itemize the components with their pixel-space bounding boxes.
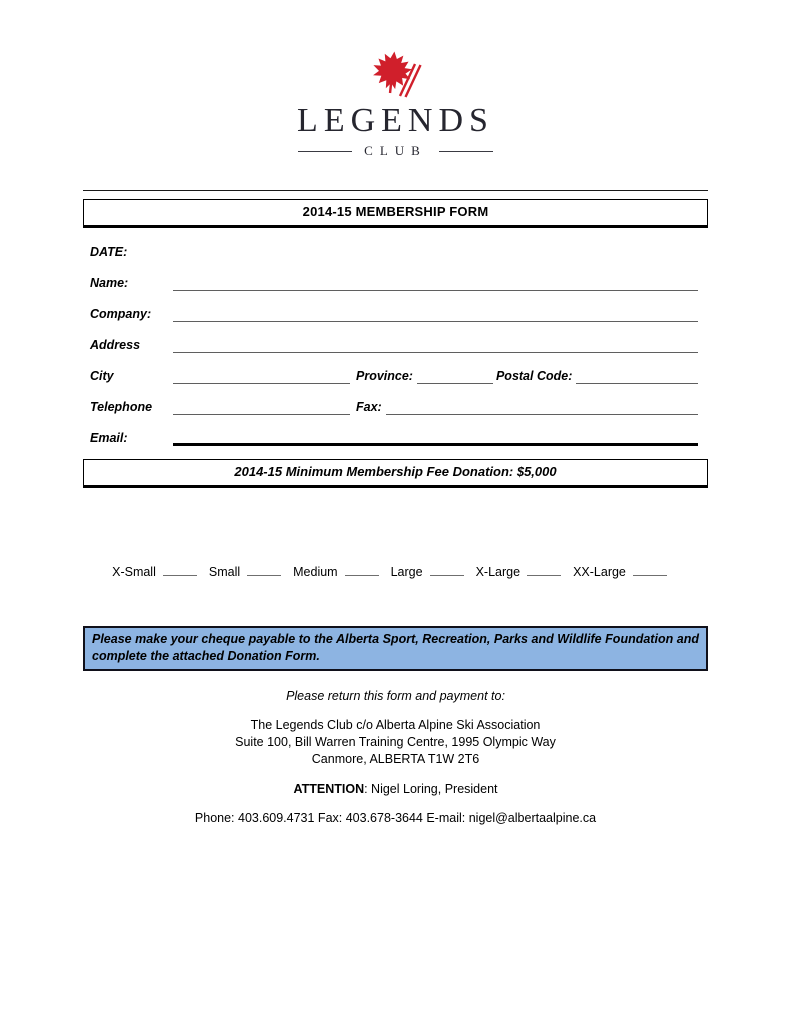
size-label: Large: [390, 565, 423, 579]
size-label: Medium: [293, 565, 338, 579]
company-field-line: [173, 308, 698, 322]
date-row: [83, 242, 708, 260]
email-label: Email:: [90, 431, 128, 445]
shirt-size-row: [0, 564, 791, 579]
cheque-notice-text: Please make your cheque payable to the Alberta Sport, Recreation, Parks and Wildlife Foundation and complete the attached Donation Form.: [92, 632, 699, 663]
return-address-line3: Canmore, ALBERTA T1W 2T6: [311, 752, 480, 766]
size-option: [209, 564, 293, 579]
brand-name: LEGENDS: [297, 102, 494, 139]
left-rule: [298, 151, 352, 152]
cheque-notice-box: [83, 626, 708, 671]
address-field-line: [173, 339, 698, 353]
brand-subtitle-row: [0, 143, 791, 159]
size-option: [293, 564, 390, 579]
size-blank-line: [527, 564, 561, 576]
email-row: [83, 428, 708, 446]
telephone-field-line: [173, 401, 350, 415]
form-title-bar: [83, 199, 708, 228]
maple-leaf-icon: [0, 50, 791, 102]
size-option: [476, 564, 573, 579]
city-field-line: [173, 370, 350, 384]
brand-subtitle: CLUB: [364, 143, 427, 158]
return-address-line1: The Legends Club c/o Alberta Alpine Ski Association: [250, 718, 541, 732]
address-label: Address: [90, 338, 141, 352]
size-blank-line: [633, 564, 667, 576]
size-blank-line: [247, 564, 281, 576]
right-rule: [439, 151, 493, 152]
date-label: DATE:: [90, 245, 128, 259]
fax-field-line: [386, 401, 698, 415]
size-label: X-Small: [112, 565, 156, 579]
name-field-line: [173, 277, 698, 291]
size-option: [391, 564, 476, 579]
attention-label: ATTENTION: [293, 782, 365, 796]
return-address-block: [0, 717, 791, 768]
size-label: X-Large: [475, 565, 521, 579]
address-row: [83, 335, 708, 353]
return-address-line2: Suite 100, Bill Warren Training Centre, 1995 Olympic Way: [235, 735, 556, 749]
postal-code-label: Postal Code:: [495, 369, 573, 383]
company-row: [83, 304, 708, 322]
city-row: [83, 366, 708, 384]
name-row: [83, 273, 708, 291]
legends-club-logo: [0, 0, 791, 159]
size-option: [573, 564, 679, 579]
size-label: Small: [208, 565, 241, 579]
telephone-label: Telephone: [90, 400, 153, 414]
size-blank-line: [345, 564, 379, 576]
attention-name: : Nigel Loring, President: [364, 782, 498, 796]
telephone-row: [83, 397, 708, 415]
size-option: [112, 564, 209, 579]
company-label: Company:: [90, 307, 152, 321]
province-label: Province:: [356, 369, 413, 383]
city-label: City: [90, 369, 114, 383]
fee-bar: [83, 459, 708, 488]
size-blank-line: [430, 564, 464, 576]
form-title: 2014-15 MEMBERSHIP FORM: [302, 204, 489, 219]
fee-text: 2014-15 Minimum Membership Fee Donation: $5,000: [234, 464, 557, 479]
contact-line: Phone: 403.609.4731 Fax: 403.678-3644 E-mail: nigel@albertaalpine.ca: [194, 811, 597, 825]
province-field-line: [417, 370, 493, 384]
fax-label: Fax:: [356, 400, 382, 414]
size-label: XX-Large: [573, 565, 626, 579]
email-field-line: [173, 432, 698, 446]
postal-code-field-line: [576, 370, 698, 384]
header-divider: [83, 190, 708, 191]
size-blank-line: [163, 564, 197, 576]
name-label: Name:: [90, 276, 129, 290]
form-fields: [83, 242, 708, 446]
return-intro: Please return this form and payment to:: [286, 689, 505, 703]
attention-line: [0, 782, 791, 796]
